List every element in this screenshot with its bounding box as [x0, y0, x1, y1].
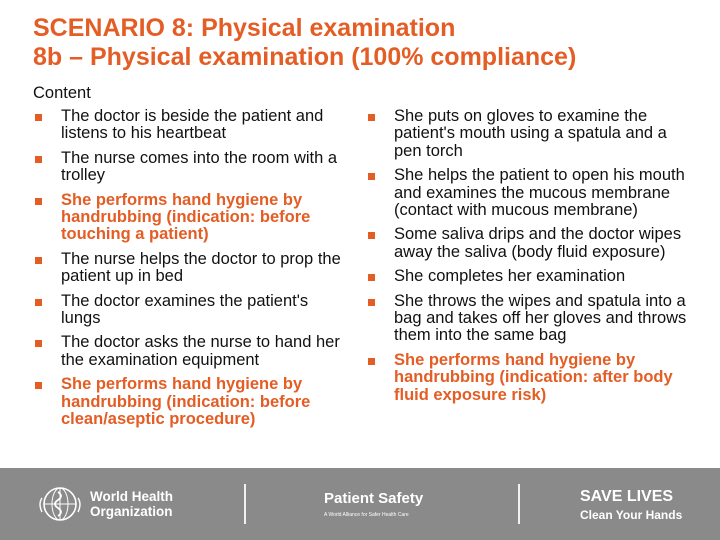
- who-emblem-icon: [38, 484, 82, 524]
- square-bullet-icon: [35, 198, 42, 205]
- list-item-text: Some saliva drips and the doctor wipes away the saliva (body fluid exposure): [394, 225, 682, 261]
- list-item-text: She performs hand hygiene by handrubbing (indication: before clean/aseptic procedure): [61, 375, 311, 429]
- footer-divider-right: [518, 484, 520, 524]
- list-item: [33, 108, 351, 143]
- save-lives-logo: [580, 488, 700, 522]
- list-item: [366, 293, 696, 345]
- list-item-text: She helps the patient to open his mouth and examines the mucous membrane (contact with mucous membrane): [394, 166, 685, 220]
- list-item: [366, 167, 696, 219]
- footer-bar: [0, 468, 720, 540]
- square-bullet-icon: [368, 232, 375, 239]
- list-item: [366, 268, 696, 285]
- square-bullet-icon: [368, 173, 375, 180]
- title-line-2: 8b – Physical examination (100% compliance): [33, 43, 577, 71]
- list-item: [366, 108, 696, 160]
- page-title: [33, 14, 703, 72]
- list-item-text: She puts on gloves to examine the patient's mouth using a spatula and a pen torch: [394, 107, 667, 160]
- title-line-1: SCENARIO 8: Physical examination: [33, 14, 456, 42]
- list-item: [33, 293, 351, 328]
- list-item: [33, 150, 351, 185]
- square-bullet-icon: [35, 114, 42, 121]
- list-item: [366, 226, 696, 261]
- list-item: [366, 352, 696, 404]
- list-item-text: She performs hand hygiene by handrubbing (indication: after body fluid exposure risk): [394, 350, 673, 404]
- list-item: [33, 251, 351, 286]
- who-line-2: Organization: [90, 504, 173, 519]
- left-bullet-list: [33, 108, 351, 436]
- content-label: Content: [33, 84, 91, 102]
- who-name: [90, 489, 173, 519]
- list-item-text: The doctor is beside the patient and listens to his heartbeat: [61, 107, 324, 143]
- who-logo: [38, 484, 173, 524]
- square-bullet-icon: [35, 156, 42, 163]
- footer-divider-left: [244, 484, 246, 524]
- list-item-text: The doctor asks the nurse to hand her the examination equipment: [61, 333, 340, 369]
- right-bullet-list: [366, 108, 696, 411]
- list-item-text: She throws the wipes and spatula into a bag and takes off her gloves and throws them into the same bag: [394, 291, 687, 345]
- square-bullet-icon: [368, 274, 375, 281]
- square-bullet-icon: [368, 114, 375, 121]
- list-item: [33, 334, 351, 369]
- square-bullet-icon: [35, 299, 42, 306]
- list-item-text: The nurse comes into the room with a trolley: [61, 148, 338, 185]
- list-item-text: She performs hand hygiene by handrubbing (indication: before touching a patient): [61, 190, 311, 244]
- list-item: [33, 376, 351, 428]
- patient-safety-logo: [324, 490, 484, 518]
- patient-safety-subtitle: A World Alliance for Safer Health Care: [324, 512, 409, 518]
- list-item-text: She completes her examination: [394, 267, 626, 286]
- square-bullet-icon: [35, 257, 42, 264]
- who-line-1: World Health: [90, 489, 174, 504]
- square-bullet-icon: [368, 358, 375, 365]
- patient-safety-title: Patient Safety: [324, 490, 424, 507]
- square-bullet-icon: [35, 382, 42, 389]
- clean-hands-subtitle: Clean Your Hands: [580, 508, 683, 522]
- list-item-text: The doctor examines the patient's lungs: [61, 291, 309, 328]
- square-bullet-icon: [35, 340, 42, 347]
- square-bullet-icon: [368, 299, 375, 306]
- list-item-text: The nurse helps the doctor to prop the patient up in bed: [61, 249, 341, 286]
- save-lives-title: SAVE LIVES: [580, 488, 674, 505]
- list-item: [33, 192, 351, 244]
